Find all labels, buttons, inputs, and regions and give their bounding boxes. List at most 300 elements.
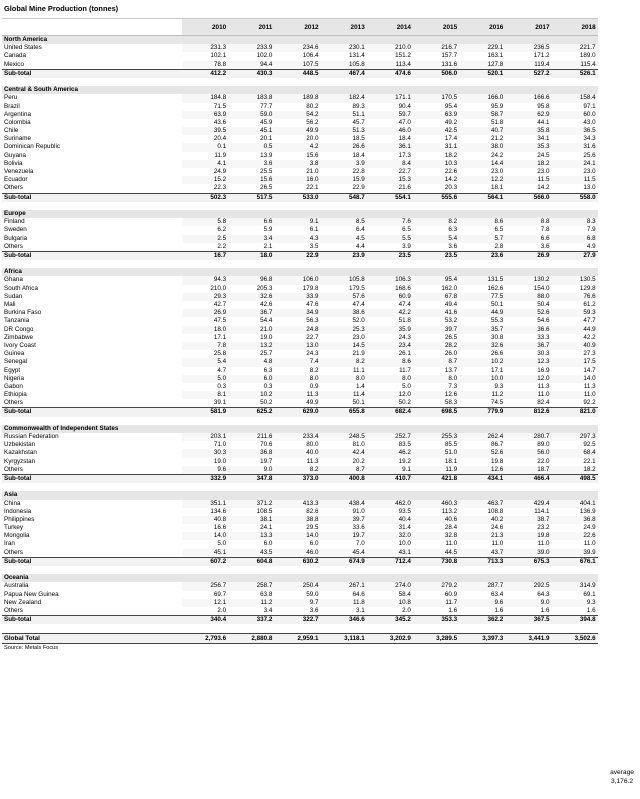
value-cell: 28.2 (413, 342, 459, 350)
value-cell: 682.4 (395, 408, 411, 416)
value-cell: 50.4 (537, 301, 550, 308)
value-cell: 42.6 (260, 301, 273, 308)
value-cell: 56.2 (306, 118, 319, 126)
row-label: Commonwealth of Independent States (4, 424, 119, 432)
value-cell: 256.7 (182, 582, 228, 590)
value-cell: 26.1 (398, 350, 411, 358)
row-label: Philippines (4, 515, 35, 523)
year-header: 2013 (350, 24, 365, 31)
value-cell: 54.4 (260, 317, 273, 325)
value-cell: 108.8 (487, 507, 504, 515)
value-cell: 3.8 (274, 160, 320, 168)
row-label: Bolivia (4, 159, 23, 167)
value-cell: 55.3 (491, 317, 504, 325)
value-cell: 11.0 (505, 391, 551, 399)
value-cell: 698.5 (441, 408, 458, 416)
country-row (2, 549, 598, 557)
row-label: Europe (4, 209, 26, 217)
empty-cell (505, 210, 551, 218)
value-cell: 812.6 (533, 408, 550, 416)
value-cell: 22.9 (306, 251, 319, 259)
value-cell: 5.5 (367, 235, 413, 243)
value-cell: 166.0 (459, 94, 505, 102)
row-label: Russian Federation (4, 433, 59, 440)
subtotal-row (2, 557, 598, 566)
value-cell: 56.0 (505, 449, 551, 457)
year-header-row (2, 19, 598, 36)
empty-cell (459, 425, 505, 433)
value-cell: 434.1 (487, 474, 504, 482)
subtotal-row (2, 69, 598, 78)
value-cell: 23.5 (444, 251, 458, 259)
value-cell: 410.7 (395, 474, 411, 482)
value-cell: 94.4 (228, 61, 274, 69)
value-cell: 24.8 (274, 326, 320, 334)
value-cell: 347.8 (256, 474, 273, 482)
value-cell: 53.2 (444, 317, 458, 325)
value-cell: 362.2 (487, 616, 504, 624)
value-cell: 15.2 (182, 176, 228, 184)
value-cell: 162.6 (487, 284, 504, 292)
country-row (2, 458, 598, 466)
value-cell: 6.2 (217, 226, 227, 234)
row-label: Others (4, 242, 23, 250)
value-cell: 151.2 (395, 52, 411, 60)
empty-cell (459, 574, 505, 582)
value-cell: 51.1 (321, 111, 367, 119)
value-cell: 31.1 (413, 143, 459, 151)
row-label: Sweden (4, 226, 27, 234)
value-cell: 23.5 (398, 251, 411, 259)
value-cell: 107.5 (274, 61, 320, 69)
value-cell: 17.1 (213, 333, 227, 341)
row-label: Oceania (4, 574, 29, 582)
value-cell: 0.5 (228, 143, 274, 151)
value-cell: 21.2 (491, 135, 504, 143)
value-cell: 3,397.3 (482, 634, 504, 642)
value-cell: 97.1 (583, 102, 596, 110)
value-cell: 6.8 (552, 235, 598, 243)
value-cell: 712.4 (395, 557, 411, 565)
row-label: Sub-total (4, 557, 32, 565)
value-cell: 216.7 (413, 44, 459, 52)
value-cell: 31.4 (398, 524, 411, 532)
value-cell: 43.6 (213, 118, 227, 126)
country-row (2, 375, 598, 383)
value-cell: 67.8 (413, 293, 459, 301)
production-table (2, 2, 598, 652)
value-cell: 11.8 (321, 599, 367, 607)
value-cell: 11.0 (583, 540, 596, 548)
value-cell: 332.9 (210, 474, 227, 482)
value-cell: 115.4 (552, 61, 598, 69)
row-label: Kyrgyzstan (4, 457, 36, 465)
empty-cell (459, 210, 505, 218)
country-row (2, 441, 598, 449)
value-cell: 44.9 (552, 326, 598, 334)
year-header: 2015 (442, 24, 458, 31)
empty-cell (321, 36, 367, 44)
year-header: 2011 (258, 24, 273, 31)
value-cell: 345.2 (395, 616, 411, 624)
value-cell: 23.0 (537, 168, 550, 175)
region-section (2, 425, 598, 483)
row-label: Ethiopia (4, 391, 27, 399)
value-cell: 61.2 (583, 301, 596, 308)
average-note (605, 768, 639, 786)
value-cell: 39.7 (321, 516, 367, 524)
year-header: 2017 (535, 24, 550, 31)
country-row (2, 433, 598, 441)
country-row (2, 168, 598, 176)
value-cell: 0.1 (182, 143, 228, 151)
value-cell: 34.9 (274, 309, 320, 317)
value-cell: 0.9 (309, 382, 319, 390)
country-row (2, 582, 598, 590)
value-cell: 25.6 (583, 151, 596, 159)
year-header: 2010 (211, 24, 227, 31)
region-heading (2, 268, 598, 276)
value-cell: 39.7 (413, 326, 459, 334)
value-cell: 22.3 (213, 184, 227, 192)
value-cell: 229.1 (459, 44, 505, 52)
row-label: Sub-total (4, 69, 32, 77)
value-cell: 506.0 (441, 69, 458, 77)
empty-cell (505, 574, 551, 582)
value-cell: 15.9 (321, 176, 367, 184)
empty-cell (367, 36, 413, 44)
value-cell: 49.9 (306, 399, 319, 407)
row-label: Others (4, 399, 23, 407)
value-cell: 92.5 (583, 441, 596, 449)
value-cell: 58.4 (398, 590, 411, 598)
value-cell: 429.4 (505, 500, 551, 508)
value-cell: 106.0 (274, 276, 320, 284)
value-cell: 5.4 (413, 235, 459, 243)
value-cell: 113.2 (441, 507, 458, 515)
value-cell: 32.0 (367, 532, 413, 540)
value-cell: 9.6 (182, 466, 228, 474)
empty-cell (413, 574, 459, 582)
value-cell: 713.3 (487, 557, 504, 565)
value-cell: 102.0 (256, 52, 273, 60)
value-cell: 189.0 (579, 52, 596, 60)
value-cell: 314.9 (552, 582, 598, 590)
value-cell: 18.4 (352, 151, 365, 159)
region-heading (2, 425, 598, 433)
value-cell: 47.7 (583, 317, 596, 325)
value-cell: 438.4 (321, 500, 367, 508)
value-cell: 23.6 (491, 251, 504, 259)
row-label: Others (4, 548, 23, 556)
value-cell: 20.1 (260, 135, 273, 143)
value-cell: 80.2 (306, 102, 319, 110)
value-cell: 44.5 (413, 549, 459, 557)
value-cell: 170.5 (413, 94, 459, 102)
value-cell: 4.4 (355, 242, 365, 250)
row-label: Turkey (4, 524, 24, 532)
value-cell: 6.4 (355, 226, 365, 234)
country-row (2, 52, 598, 60)
region-heading (2, 574, 598, 582)
value-cell: 13.0 (583, 184, 596, 192)
value-cell: 9.1 (274, 218, 320, 226)
value-cell: 3.6 (540, 242, 550, 250)
value-cell: 39.9 (552, 549, 598, 557)
value-cell: 12.1 (182, 599, 228, 607)
value-cell: 9.0 (228, 466, 274, 474)
value-cell: 59.0 (306, 590, 319, 598)
value-cell: 40.7 (459, 127, 505, 135)
empty-cell (552, 491, 598, 499)
row-label: Papua New Guinea (4, 590, 59, 598)
subtotal-row (2, 407, 598, 416)
value-cell: 17.1 (491, 366, 504, 374)
value-cell: 15.6 (228, 176, 274, 184)
row-label: Others (4, 184, 23, 192)
value-cell: 38.7 (505, 516, 551, 524)
value-cell: 6.3 (263, 366, 273, 374)
value-cell: 322.7 (302, 616, 319, 624)
value-cell: 4.2 (274, 143, 320, 151)
value-cell: 26.5 (444, 333, 458, 341)
value-cell: 16.7 (213, 251, 227, 259)
value-cell: 23.0 (491, 168, 504, 175)
value-cell: 3.9 (321, 160, 367, 168)
value-cell: 520.1 (487, 69, 504, 77)
empty-cell (274, 491, 320, 499)
value-cell: 69.7 (213, 590, 227, 598)
row-label: Finland (4, 218, 25, 226)
value-cell: 38.0 (459, 143, 505, 151)
value-cell: 29.3 (182, 293, 228, 301)
row-label: Ivory Coast (4, 341, 36, 349)
value-cell: 211.6 (228, 433, 274, 441)
country-row (2, 103, 598, 111)
value-cell: 14.4 (459, 160, 505, 168)
value-cell: 5.9 (263, 226, 273, 234)
value-cell: 7.8 (540, 226, 550, 234)
value-cell: 83.5 (398, 441, 411, 449)
country-row (2, 334, 598, 342)
value-cell: 8.8 (505, 218, 551, 226)
value-cell: 8.0 (367, 375, 413, 383)
value-cell: 267.1 (321, 582, 367, 590)
row-label: Canada (4, 52, 27, 60)
empty-cell (274, 268, 320, 276)
value-cell: 36.5 (552, 127, 598, 135)
value-cell: 95.8 (537, 102, 550, 110)
empty-cell (182, 36, 228, 44)
value-cell: 57.6 (321, 293, 367, 301)
row-label: Others (4, 606, 23, 614)
value-cell: 69.1 (583, 590, 596, 598)
value-cell: 23.2 (537, 524, 550, 532)
row-label: Bulgaria (4, 234, 28, 242)
value-cell: 16.9 (537, 366, 550, 374)
value-cell: 10.8 (367, 599, 413, 607)
value-cell: 22.1 (583, 457, 596, 465)
row-label: Suriname (4, 135, 31, 143)
country-row (2, 350, 598, 358)
value-cell: 2.1 (263, 242, 273, 250)
value-cell: 10.2 (228, 391, 274, 399)
value-cell: 47.4 (352, 301, 365, 308)
value-cell: 162.0 (441, 284, 458, 292)
value-cell: 8.2 (274, 466, 320, 474)
row-label: Mali (4, 301, 16, 308)
value-cell: 353.3 (441, 616, 458, 624)
value-cell: 114.1 (534, 507, 550, 515)
value-cell: 21.0 (228, 326, 274, 334)
value-cell: 6.5 (494, 226, 504, 234)
section-gap (2, 202, 598, 210)
row-label: Tanzania (4, 317, 30, 325)
country-row (2, 94, 598, 102)
value-cell: 50.1 (491, 301, 504, 308)
value-cell: 59.0 (228, 111, 274, 119)
value-cell: 60.9 (367, 293, 413, 301)
value-cell: 11.3 (583, 382, 596, 390)
row-label: China (4, 499, 21, 507)
value-cell: 7.8 (182, 342, 228, 350)
value-cell: 779.9 (487, 408, 504, 416)
value-cell: 129.8 (579, 284, 596, 292)
value-cell: 7.3 (448, 382, 458, 390)
row-label: Others (4, 465, 23, 473)
empty-cell (505, 491, 551, 499)
country-row (2, 449, 598, 457)
value-cell: 26.6 (321, 143, 367, 151)
value-cell: 467.4 (348, 69, 365, 77)
value-cell: 3.6 (309, 606, 319, 614)
value-cell: 15.6 (306, 151, 319, 159)
value-cell: 20.4 (213, 135, 227, 143)
value-cell: 205.3 (256, 284, 273, 292)
empty-cell (552, 36, 598, 44)
value-cell: 7.6 (367, 218, 413, 226)
value-cell: 40.0 (274, 449, 320, 457)
value-cell: 233.4 (274, 433, 320, 441)
value-cell: 94.3 (182, 276, 228, 284)
row-label: Zimbabwe (4, 333, 34, 341)
year-header: 2018 (581, 24, 596, 31)
value-cell: 59.3 (552, 309, 598, 317)
empty-cell (413, 425, 459, 433)
empty-cell (228, 268, 274, 276)
value-cell: 47.6 (306, 301, 319, 308)
value-cell: 82.6 (306, 507, 319, 515)
value-cell: 22.8 (352, 168, 365, 175)
value-cell: 50.2 (398, 399, 411, 407)
value-cell: 367.5 (533, 616, 550, 624)
region-section (2, 86, 598, 202)
row-label: Ghana (4, 276, 23, 284)
value-cell: 5.7 (459, 235, 505, 243)
year-header: 2014 (396, 24, 411, 31)
value-cell: 629.0 (302, 408, 319, 416)
value-cell: 13.3 (228, 532, 274, 540)
year-header: 2012 (304, 24, 319, 31)
value-cell: 60.9 (444, 590, 458, 598)
value-cell: 77.7 (260, 102, 273, 110)
empty-cell (274, 86, 320, 94)
row-label: Dominican Republic (4, 143, 60, 151)
value-cell: 287.7 (459, 582, 505, 590)
value-cell: 8.4 (367, 160, 413, 168)
country-row (2, 399, 598, 407)
value-cell: 18.5 (352, 135, 365, 143)
value-cell: 19.7 (321, 532, 367, 540)
country-row (2, 500, 598, 508)
country-row (2, 540, 598, 548)
value-cell: 558.0 (579, 193, 596, 201)
value-cell: 11.4 (321, 391, 367, 399)
value-cell: 16.6 (213, 524, 227, 532)
empty-cell (182, 210, 228, 218)
value-cell: 76.6 (552, 293, 598, 301)
value-cell: 166.6 (505, 94, 551, 102)
value-cell: 49.9 (274, 127, 320, 135)
value-cell: 9.1 (367, 466, 413, 474)
value-cell: 8.7 (321, 466, 367, 474)
row-label: Uzbekistan (4, 441, 36, 449)
value-cell: 22.6 (552, 532, 598, 540)
value-cell: 6.0 (263, 540, 273, 548)
value-cell: 47.0 (398, 118, 411, 126)
value-cell: 95.9 (491, 102, 504, 110)
value-cell: 54.6 (537, 317, 550, 325)
value-cell: 255.3 (413, 433, 459, 441)
value-cell: 40.8 (182, 516, 228, 524)
value-cell: 10.0 (398, 540, 411, 548)
value-cell: 23.0 (352, 333, 365, 341)
value-cell: 22.7 (306, 333, 319, 341)
value-cell: 233.9 (228, 44, 274, 52)
row-label: Guyana (4, 151, 27, 159)
value-cell: 171.2 (533, 52, 550, 60)
value-cell: 30.3 (537, 350, 550, 358)
value-cell: 14.5 (321, 342, 367, 350)
value-cell: 36.7 (505, 342, 551, 350)
row-label: United States (4, 44, 42, 52)
empty-cell (367, 425, 413, 433)
value-cell: 248.5 (321, 433, 367, 441)
empty-cell (321, 268, 367, 276)
value-cell: 12.6 (413, 391, 459, 399)
value-cell: 676.1 (579, 557, 596, 565)
value-cell: 12.6 (459, 466, 505, 474)
empty-cell (505, 268, 551, 276)
country-row (2, 508, 598, 516)
value-cell: 8.0 (413, 375, 459, 383)
country-row (2, 184, 598, 192)
value-cell: 8.0 (321, 375, 367, 383)
value-cell: 33.6 (352, 524, 365, 532)
value-cell: 39.1 (213, 399, 227, 407)
value-cell: 8.6 (459, 218, 505, 226)
value-cell: 8.3 (552, 218, 598, 226)
value-cell: 45.1 (182, 549, 228, 557)
country-row (2, 466, 598, 474)
value-cell: 12.3 (505, 358, 551, 366)
row-label: Chile (4, 127, 19, 135)
value-cell: 11.5 (552, 176, 598, 184)
value-cell: 42.7 (213, 301, 227, 308)
value-cell: 21.0 (306, 168, 319, 175)
table-body (2, 36, 598, 644)
value-cell: 63.8 (260, 590, 273, 598)
